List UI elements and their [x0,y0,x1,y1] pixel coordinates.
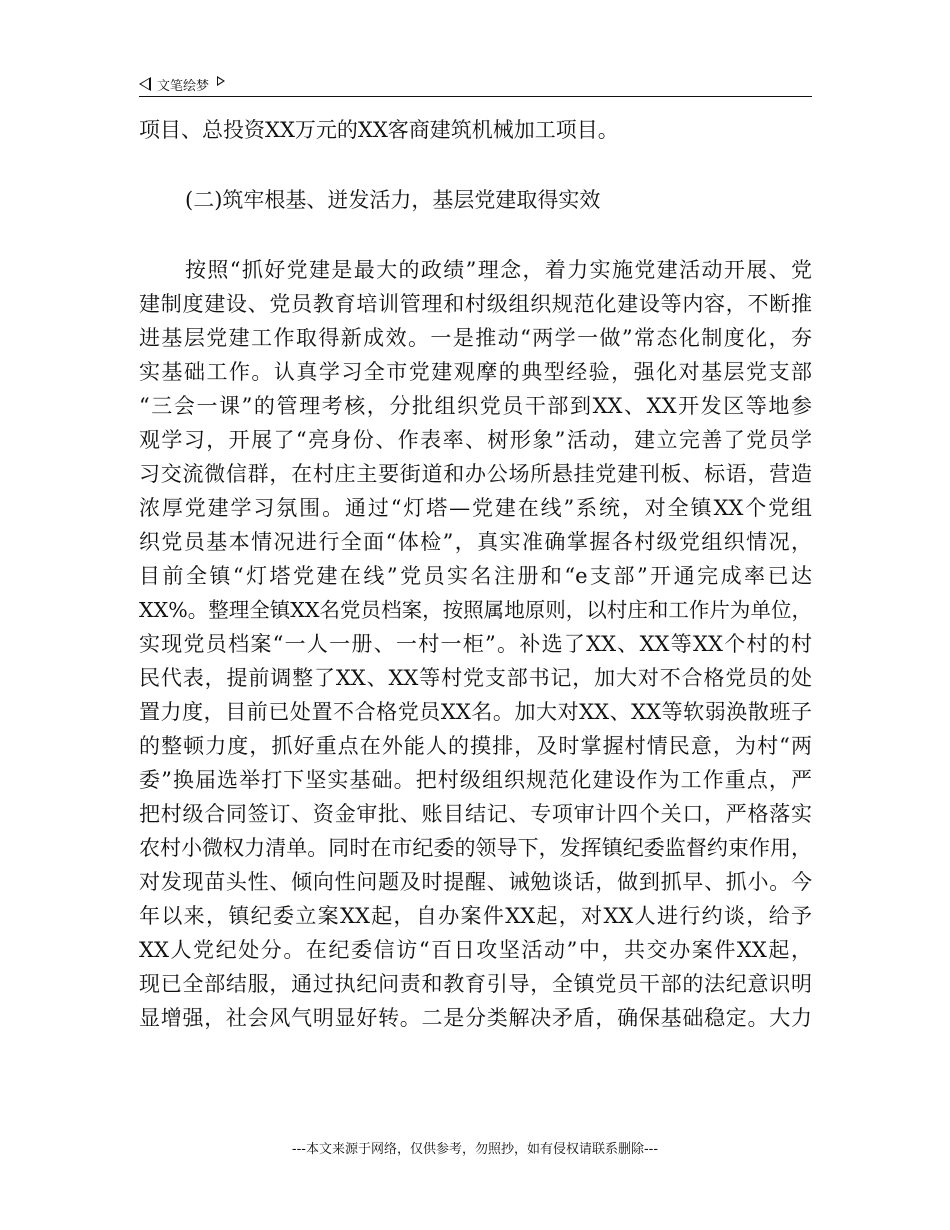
text-line: 按照“抓好党建是最大的政绩”理念，着力实施党建活动开展、党 [185,258,812,282]
text-line: 现已全部结服，通过执纪问责和教育引导，全镇党员干部的法纪意识明 [139,972,812,996]
text-line: 观学习，开展了“亮身份、作表率、树形象”活动，建立完善了党员学 [139,428,812,452]
text-line: 实基础工作。认真学习全市党建观摩的典型经验，强化对基层党支部 [139,360,812,384]
text-line: 显增强，社会风气明显好转。二是分类解决矛盾，确保基础稳定。大力 [139,1006,812,1030]
text-line: 织党员基本情况进行全面“体检”，真实准确掌握各村级党组织情况， [139,530,812,554]
text-line: 的整顿力度，抓好重点在外能人的摸排，及时掌握村情民意，为村“两 [139,734,812,758]
text-line: 把村级合同签订、资金审批、账目结记、专项审计四个关口，严格落实 [139,802,812,826]
text-line: 委”换届选举打下坚实基础。把村级组织规范化建设作为工作重点，严 [139,768,812,792]
triangle-left-icon [139,77,151,91]
text-line: 建制度建设、党员教育培训管理和村级组织规范化建设等内容，不断推 [139,292,812,316]
text-line: 目前全镇“灯塔党建在线”党员实名注册和“e支部”开通完成率已达 [139,564,812,588]
text-line: XX%。整理全镇XX名党员档案，按照属地原则，以村庄和工作片为单位， [139,598,812,622]
text-line: 浓厚党建学习氛围。通过“灯塔—党建在线”系统，对全镇XX个党组 [139,496,812,520]
text-line: 进基层党建工作取得新成效。一是推动“两学一做”常态化制度化，夯 [139,326,812,350]
page-header [139,72,812,96]
text-line: 置力度，目前已处置不合格党员XX名。加大对XX、XX等软弱涣散班子 [139,700,812,724]
text-line: 习交流微信群，在村庄主要街道和办公场所悬挂党建刊板、标语，营造 [139,462,812,486]
section-heading: (二)筑牢根基、迸发活力，基层党建取得实效 [185,188,601,212]
triangle-right-icon [217,76,225,86]
text-line: XX人党纪处分。在纪委信访“百日攻坚活动”中，共交办案件XX起， [139,938,812,962]
text-line: “三会一课”的管理考核，分批组织党员干部到XX、XX开发区等地参 [139,394,812,418]
text-line: 农村小微权力清单。同时在市纪委的领导下，发挥镇纪委监督约束作用， [139,836,812,860]
text-line: 年以来，镇纪委立案XX起，自办案件XX起，对XX人进行约谈，给予 [139,904,812,928]
text-line: 对发现苗头性、倾向性问题及时提醒、诫勉谈话，做到抓早、抓小。今 [139,870,812,894]
header-brand: 文笔绘梦 [157,78,210,94]
text-line: 项目、总投资XX万元的XX客商建筑机械加工项目。 [139,118,619,142]
header-divider [139,96,812,97]
text-line: 实现党员档案“一人一册、一村一柜”。补选了XX、XX等XX个村的村 [139,632,812,656]
text-line: 民代表，提前调整了XX、XX等村党支部书记，加大对不合格党员的处 [139,666,812,690]
page-footer-note: ---本文来源于网络，仅供参考，勿照抄，如有侵权请联系删除--- [291,1142,659,1157]
